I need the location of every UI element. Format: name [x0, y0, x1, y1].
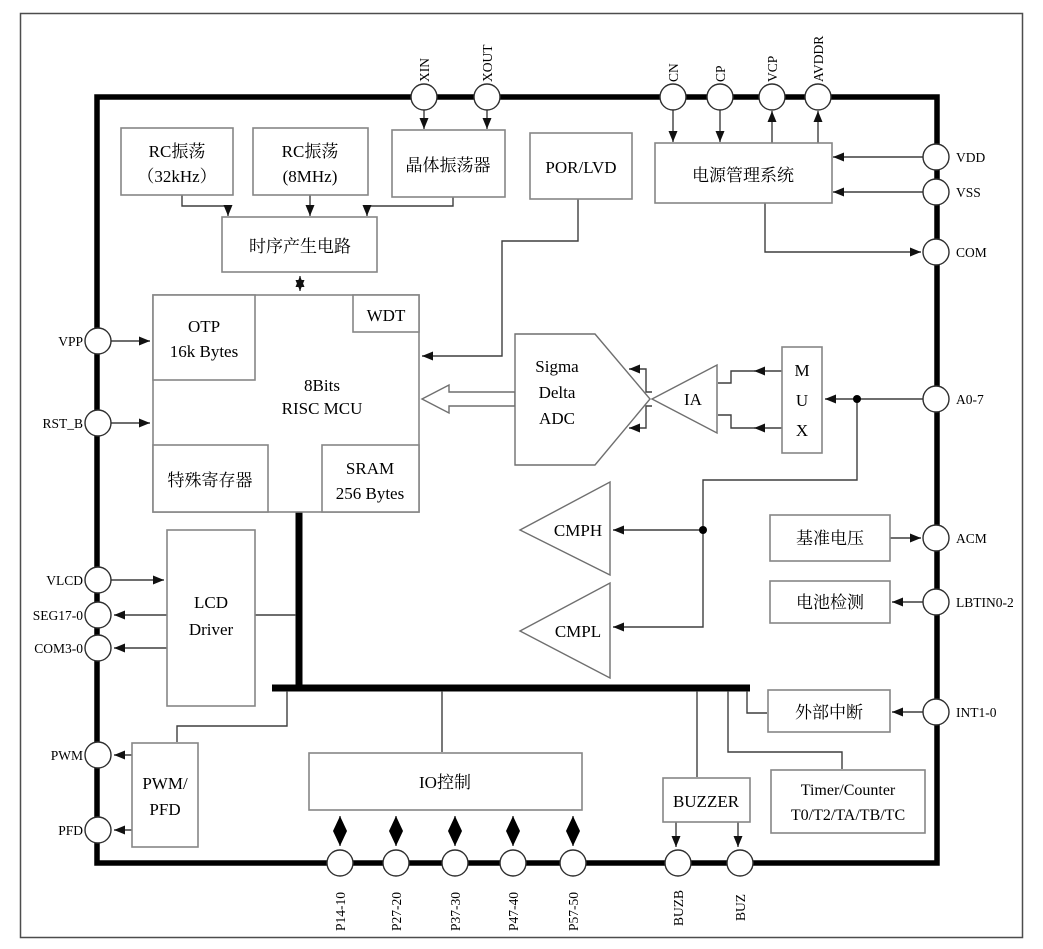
pin-label-buzb: BUZB: [671, 889, 686, 926]
pin-label-cn: CN: [666, 63, 681, 82]
block-otp-line2: 16k Bytes: [169, 342, 239, 361]
pin-lbtin0-2: [923, 589, 949, 615]
wire-rc32k-timing: [182, 195, 228, 216]
block-rc32k-line1: RC振荡: [148, 142, 206, 161]
pin-rst-b: [85, 410, 111, 436]
block-sram-line2: 256 Bytes: [335, 484, 405, 503]
pin-a0-7: [923, 386, 949, 412]
pin-label-buz: BUZ: [733, 894, 748, 921]
block-crystal-label: 晶体振荡器: [405, 156, 491, 175]
block-mux-line1: M: [794, 361, 810, 380]
pin-label-rst-b: RST_B: [42, 416, 83, 431]
pin-vlcd: [85, 567, 111, 593]
pin-com: [923, 239, 949, 265]
wire-crystal-timing: [367, 197, 453, 216]
block-buzzer-label: BUZZER: [672, 792, 740, 811]
pin-buz: [727, 850, 753, 876]
pin-label-avddr: AVDDR: [811, 35, 826, 82]
block-otp: [153, 295, 255, 380]
block-io-label: IO控制: [419, 773, 471, 792]
block-mcu-line1: 8Bits: [304, 376, 340, 395]
pin-label-com: COM: [956, 245, 987, 260]
junction-dot-cmph: [699, 526, 707, 534]
block-ia-label: IA: [684, 390, 702, 409]
pin-label-int1-0: INT1-0: [956, 705, 997, 720]
pin-int1-0: [923, 699, 949, 725]
block-adc-line1: Sigma: [535, 357, 579, 376]
block-lcd-line1: LCD: [194, 593, 228, 612]
wire-bus-extint: [747, 691, 767, 713]
pin-pfd: [85, 817, 111, 843]
block-lcd-driver: [167, 530, 255, 706]
block-vref-label: 基准电压: [796, 529, 864, 548]
block-sigma-delta-adc: [515, 334, 650, 465]
pin-cn: [660, 84, 686, 110]
hollow-arrow-adc-mcu: [422, 385, 515, 413]
wire-porlvd-mcu: [422, 199, 578, 356]
pin-label-seg17-0: SEG17-0: [32, 608, 83, 623]
pin-p27-20: [383, 850, 409, 876]
block-timer-line1: Timer/Counter: [800, 782, 896, 799]
pin-avddr: [805, 84, 831, 110]
pin-vss: [923, 179, 949, 205]
block-mux-line2: U: [795, 391, 809, 410]
pin-label-pwm: PWM: [50, 748, 83, 763]
block-sram-line1: SRAM: [345, 459, 395, 478]
wire-mux-ia-upper2: [718, 371, 755, 383]
pin-label-com3-0: COM3-0: [34, 641, 83, 656]
block-adc-line2: Delta: [538, 383, 576, 402]
block-pwmpfd-line1: PWM/: [142, 774, 188, 793]
pin-vpp: [85, 328, 111, 354]
pin-xout: [474, 84, 500, 110]
pin-label-p14-10: P14-10: [333, 891, 348, 931]
pin-xin: [411, 84, 437, 110]
block-adc-line3: ADC: [539, 409, 575, 428]
pin-p14-10: [327, 850, 353, 876]
pin-label-a0-7: A0-7: [956, 392, 984, 407]
blocks: [121, 128, 925, 847]
block-porlvd-label: POR/LVD: [545, 158, 617, 177]
pin-label-vss: VSS: [956, 185, 981, 200]
block-timing-label: 时序产生电路: [249, 237, 351, 256]
pin-label-p47-40: P47-40: [506, 891, 521, 931]
junction-dot-a07: [853, 395, 861, 403]
pin-pwm: [85, 742, 111, 768]
pin-seg17-0: [85, 602, 111, 628]
block-mux-line3: X: [795, 421, 809, 440]
pin-label-pfd: PFD: [58, 823, 83, 838]
wire-power-com: [765, 203, 921, 252]
block-power-label: 电源管理系统: [692, 166, 794, 185]
pin-label-vcp: VCP: [765, 55, 780, 82]
pin-com3-0: [85, 635, 111, 661]
pin-label-lbtin0-2: LBTIN0-2: [956, 595, 1014, 610]
pin-label-p27-20: P27-20: [389, 891, 404, 931]
pin-label-vlcd: VLCD: [46, 573, 83, 588]
block-battery-label: 电池检测: [796, 593, 864, 612]
pin-label-vdd: VDD: [956, 150, 986, 165]
block-pwmpfd-line2: PFD: [149, 800, 181, 819]
pin-vcp: [759, 84, 785, 110]
pin-cp: [707, 84, 733, 110]
block-lcd-line2: Driver: [188, 620, 234, 639]
pin-buzb: [665, 850, 691, 876]
pin-label-p57-50: P57-50: [566, 891, 581, 931]
pin-label-xout: XOUT: [480, 44, 495, 82]
pin-acm: [923, 525, 949, 551]
block-pwm-pfd: [132, 743, 198, 847]
block-timer-line2: T0/T2/TA/TB/TC: [790, 807, 906, 824]
wire-mux-ia-lower2: [718, 415, 755, 428]
pin-label-p37-30: P37-30: [448, 891, 463, 931]
pin-label-xin: XIN: [417, 58, 432, 82]
pin-label-acm: ACM: [956, 531, 987, 546]
pin-p37-30: [442, 850, 468, 876]
block-rc8m-line1: RC振荡: [281, 142, 339, 161]
pin-p57-50: [560, 850, 586, 876]
block-cmpl-label: CMPL: [554, 622, 602, 641]
block-sfr-label: 特殊寄存器: [167, 471, 253, 490]
pin-label-cp: CP: [713, 65, 728, 82]
pin-p47-40: [500, 850, 526, 876]
pin-vdd: [923, 144, 949, 170]
block-rc32k-line2: （32kHz）: [137, 167, 217, 186]
block-mcu-line2: RISC MCU: [281, 399, 363, 418]
block-wdt-label: WDT: [366, 306, 406, 325]
block-cmph-label: CMPH: [553, 521, 603, 540]
block-extint-label: 外部中断: [795, 703, 863, 722]
block-otp-line1: OTP: [187, 317, 221, 336]
pin-label-vpp: VPP: [58, 334, 83, 349]
block-rc8m-line2: (8MHz): [282, 167, 338, 186]
